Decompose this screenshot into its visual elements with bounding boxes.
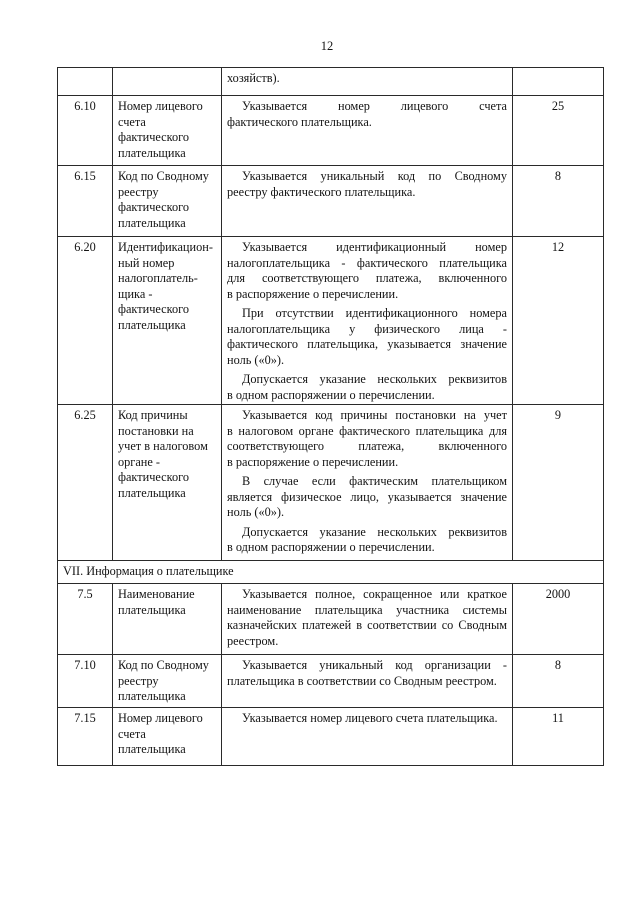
- description-line: в одном распоряжении о перечислении.: [227, 540, 435, 554]
- description-line: Указывается уникальный код по Сводному: [242, 169, 507, 183]
- description-paragraph: [227, 240, 507, 302]
- description-line: Указывается уникальный код организации -: [242, 658, 507, 672]
- description-line: для соответствующего платежа, включенного: [227, 271, 507, 285]
- field-name: [113, 68, 222, 96]
- field-length: 8: [513, 166, 604, 237]
- description-line: Указывается код причины постановки на учет: [242, 408, 507, 422]
- field-code: 6.25: [58, 405, 113, 561]
- description-line: в налоговом органе фактического плательщика для: [227, 423, 507, 438]
- table-row: [58, 708, 604, 766]
- field-name: Код причины постановки на учет в налоговом органе - фактического плательщика: [113, 405, 222, 561]
- description-line: налогоплательщика - фактического плательщика: [227, 255, 507, 270]
- table-row: [58, 584, 604, 655]
- field-description: [222, 405, 513, 561]
- description-line: фактического плательщика.: [227, 114, 372, 129]
- description-line: В случае если фактическим плательщиком: [242, 474, 507, 488]
- table-row-continuation: [58, 68, 604, 96]
- description-paragraph: [227, 711, 507, 727]
- field-name: Код по Сводному реестру плательщика: [113, 655, 222, 708]
- field-length: 2000: [513, 584, 604, 655]
- description-line: Указывается номер лицевого счета плательщика.: [242, 711, 498, 725]
- table-row: [58, 655, 604, 708]
- description-line: Указывается номер лицевого счета: [242, 99, 507, 113]
- field-name: Идентификацион- ный номер налогоплатель- щика - фактического плательщика: [113, 237, 222, 405]
- description-line: наименование плательщика участника системы: [227, 602, 507, 617]
- field-name: Номер лицевого счета плательщика: [113, 708, 222, 766]
- description-paragraph: [227, 474, 507, 521]
- description-line: казначейских платежей в соответствии со Сводным: [227, 618, 507, 632]
- description-line: реестру фактического плательщика.: [227, 184, 416, 199]
- field-name: Наименование плательщика: [113, 584, 222, 655]
- table-row: [58, 405, 604, 561]
- description-paragraph: [227, 525, 507, 556]
- description-line: Допускается указание нескольких реквизитов: [242, 372, 507, 386]
- field-description: [222, 708, 513, 766]
- field-code: 7.10: [58, 655, 113, 708]
- field-name: Номер лицевого счета фактического плательщика: [113, 96, 222, 166]
- description-line: фактического плательщика, указывается значение: [227, 337, 507, 351]
- description-line: в одном распоряжении о перечислении.: [227, 387, 435, 402]
- field-length: [513, 68, 604, 96]
- field-description: [222, 237, 513, 405]
- description-line: хозяйств).: [227, 71, 280, 85]
- description-line: При отсутствии идентификационного номера: [242, 306, 507, 320]
- field-code: 6.20: [58, 237, 113, 405]
- description-line: Указывается идентификационный номер: [242, 240, 507, 254]
- description-line: плательщика в соответствии со Сводным реестром.: [227, 673, 497, 688]
- field-code: 7.5: [58, 584, 113, 655]
- field-code: 6.15: [58, 166, 113, 237]
- field-length: 8: [513, 655, 604, 708]
- description-line: Допускается указание нескольких реквизитов: [242, 524, 507, 539]
- description-line: налогоплательщика у физического лица -: [227, 321, 507, 336]
- field-name: Код по Сводному реестру фактического плательщика: [113, 166, 222, 237]
- field-description: [222, 166, 513, 237]
- page-number: 12: [320, 39, 334, 53]
- field-length: 12: [513, 237, 604, 405]
- field-length: 25: [513, 96, 604, 166]
- field-description: [222, 68, 513, 96]
- description-line: реестром.: [227, 633, 279, 648]
- description-paragraph: [227, 658, 507, 689]
- field-description: [222, 96, 513, 166]
- description-paragraph: [227, 306, 507, 368]
- description-paragraph: [227, 408, 507, 470]
- description-line: является физическое лицо, указывается значение: [227, 489, 507, 504]
- table-row: [58, 237, 604, 405]
- description-line: в распоряжение о перечислении.: [227, 286, 399, 301]
- field-length: 9: [513, 405, 604, 561]
- field-code: 6.10: [58, 96, 113, 166]
- field-length: 11: [513, 708, 604, 766]
- section-heading: VII. Информация о плательщике: [58, 561, 604, 584]
- description-paragraph: [227, 99, 507, 130]
- field-description: [222, 584, 513, 655]
- section-row: [58, 561, 604, 584]
- description-paragraph: [227, 372, 507, 403]
- requisites-table: [57, 67, 604, 766]
- description-line: соответствующего платежа, включенного: [227, 439, 507, 453]
- description-line: Указывается полное, сокращенное или краткое: [242, 587, 507, 601]
- description-line: ноль («0»).: [227, 505, 285, 519]
- description-paragraph: [227, 169, 507, 200]
- table-row: [58, 166, 604, 237]
- field-code: [58, 68, 113, 96]
- description-paragraph: [227, 587, 507, 649]
- description-line: ноль («0»).: [227, 352, 285, 367]
- table-row: [58, 96, 604, 166]
- field-code: 7.15: [58, 708, 113, 766]
- field-description: [222, 655, 513, 708]
- description-line: в распоряжение о перечислении.: [227, 454, 399, 469]
